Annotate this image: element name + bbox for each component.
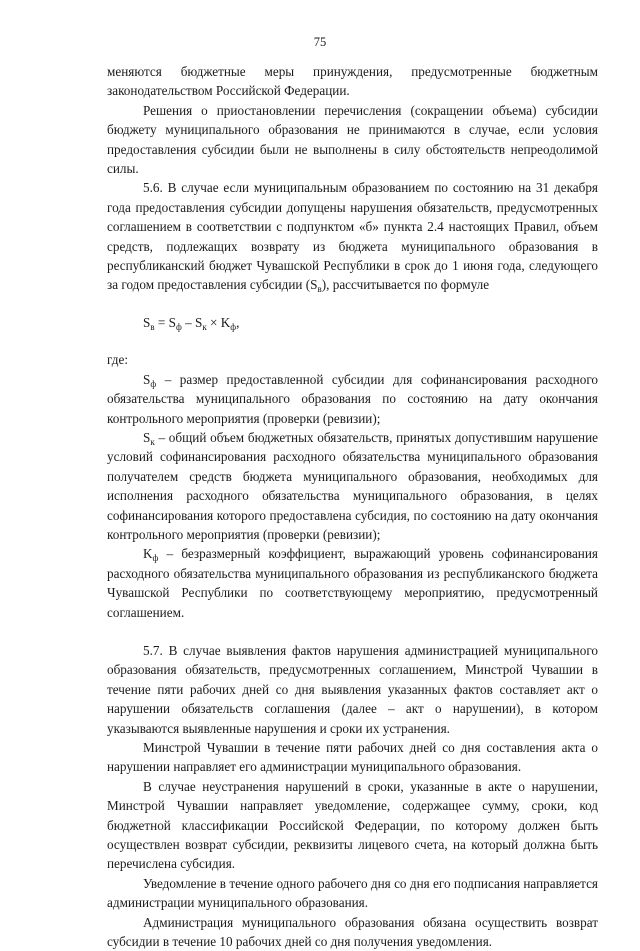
paragraph: Уведомление в течение одного рабочего дня со дня его подписания направляется администрации муниципального образования. [107,875,598,911]
subscript: в [317,284,322,295]
paragraph: Минстрой Чувашии в течение пяти рабочих дней со дня составления акта о нарушении направляет его администрации муниципального образования. [107,740,598,775]
definition-sk: $S_к$ – общий объем бюджетных обязательств, принятых допустившим нарушение условий софинансирования расходного обязательства муниципального образования получателем средств бюджета муниципального образования, необходимых для исполнения расходного обязательства муниципального образования, в целях софинансирования которого предоставлена субсидия, по состоянию на дату окончания контрольного мероприятия (проверки (ревизии); [107,429,598,542]
definition-sf: $S_ф$ – размер предоставленной субсидии для софинансирования расходного обязательства муниципального образования по состоянию на дату окончания контрольного мероприятия (проверки (ревизии); [107,371,598,426]
where-label: где: [107,352,128,368]
paragraph: В случае неустранения нарушений в сроки, указанные в акте о нарушении, Минстрой Чувашии направляет уведомление, содержащее сумму, сроки, код бюджетной классификации Российской Федерации, по которому должен быть осуществлен возврат субсидии, реквизиты лицевого счета, на который должна быть перечислена субсидия. [107,778,598,872]
definition-kf: $K_ф$ – безразмерный коэффициент, выражающий уровень софинансирования расходного обязательства муниципального образования из республиканского бюджета Чувашской Республики по соответствующему мероприятию, предусмотренный соглашением. [107,546,598,620]
paragraph-text: ), рассчитывается по формуле [321,277,490,293]
page-number: 75 [313,35,327,49]
paragraph: меняются бюджетные меры принуждения, предусмотренные бюджетным законодательством Российской Федерации. [107,64,598,99]
paragraph-5-6 [107,178,598,294]
paragraph: Решения о приостановлении перечисления (сокращении объема) субсидии бюджету муниципального образования не принимаются в случае, если условия предоставления субсидии были не выполнены в силу обстоятельств непреодолимой силы. [107,102,598,177]
formula: $S_в = S_ф - S_к \times K_ф$, [143,314,240,332]
paragraph: Администрация муниципального образования обязана осуществить возврат субсидии в течение 10 рабочих дней со дня получения уведомления. [107,914,598,950]
paragraph-text: 5.6. В случае если муниципальным образованием по состоянию на 31 декабря года предоставления субсидии допущены нарушения обязательств, предусмотренных соглашением в соответствии с подпунктом «б» пункта 2.4 настоящих Правил, объем средств, подлежащих возврату из бюджета муниципального образования в республиканский бюджет Чувашской Республики в срок до 1 июня года, следующего за годом предоставления субсидии (S [107,180,598,293]
paragraph-5-7: 5.7. В случае выявления фактов нарушения администрацией муниципального образования обязательств, предусмотренных соглашением, Минстрой Чувашии в течение пяти рабочих дней со дня выявления указанных фактов составляет акт о нарушении обязательств соглашения (далее – акт о нарушении), в котором указываются выявленные нарушения и сроки их устранения. [107,642,598,736]
page-body [107,62,598,951]
